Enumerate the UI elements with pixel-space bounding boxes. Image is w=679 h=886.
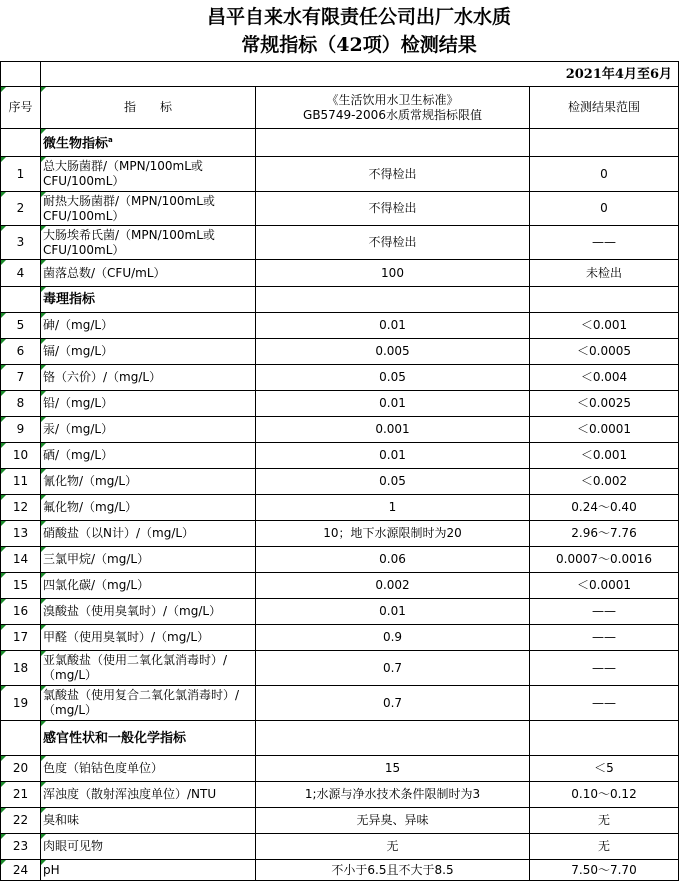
row-limit: 不小于6.5且不大于8.5 xyxy=(256,860,530,881)
table-row xyxy=(1,782,679,808)
row-result: 无 xyxy=(530,808,679,834)
row-index: 6 xyxy=(1,339,41,365)
row-index: 24 xyxy=(1,860,41,881)
row-index: 15 xyxy=(1,573,41,599)
row-result: ＜0.002 xyxy=(530,469,679,495)
row-limit: 不得检出 xyxy=(256,226,530,260)
table-row xyxy=(1,651,679,686)
row-index: 18 xyxy=(1,651,41,686)
row-indicator: 耐热大肠菌群/（MPN/100mL或CFU/100mL） xyxy=(41,192,256,226)
row-index: 20 xyxy=(1,756,41,782)
row-limit: 1;水源与净水技术条件限制时为3 xyxy=(256,782,530,808)
row-indicator: 甲醛（使用臭氧时）/（mg/L） xyxy=(41,625,256,651)
section-limit-empty xyxy=(256,721,530,756)
row-index: 12 xyxy=(1,495,41,521)
row-indicator: 铅/（mg/L） xyxy=(41,391,256,417)
header-index: 序号 xyxy=(1,87,41,129)
row-indicator: 臭和味 xyxy=(41,808,256,834)
table-row xyxy=(1,686,679,721)
row-result: ＜0.001 xyxy=(530,443,679,469)
row-indicator: 菌落总数/（CFU/mL） xyxy=(41,260,256,287)
row-limit: 0.01 xyxy=(256,313,530,339)
section-index-empty xyxy=(1,287,41,313)
row-indicator: 氟化物/（mg/L） xyxy=(41,495,256,521)
row-limit: 100 xyxy=(256,260,530,287)
section-title-text: 感官性状和一般化学指标 xyxy=(43,730,187,746)
section-title xyxy=(41,287,256,313)
row-indicator: 亚氯酸盐（使用二氧化氯消毒时）/（mg/L） xyxy=(41,651,256,686)
header-standard-line2: GB5749-2006水质常规指标限值 xyxy=(303,107,482,122)
row-index: 22 xyxy=(1,808,41,834)
row-index: 19 xyxy=(1,686,41,721)
section-title-text: 毒理指标 xyxy=(43,292,96,307)
row-indicator: 汞/（mg/L） xyxy=(41,417,256,443)
results-table xyxy=(0,61,679,881)
table-row xyxy=(1,443,679,469)
row-indicator: 硒/（mg/L） xyxy=(41,443,256,469)
table-row xyxy=(1,521,679,547)
row-limit: 0.7 xyxy=(256,686,530,721)
section-title-text: 微生物指标 xyxy=(43,136,109,152)
table-row xyxy=(1,599,679,625)
header-row xyxy=(1,87,679,129)
row-index: 3 xyxy=(1,226,41,260)
row-limit: 0.06 xyxy=(256,547,530,573)
row-indicator: 四氯化碳/（mg/L） xyxy=(41,573,256,599)
row-result: ＜0.0001 xyxy=(530,573,679,599)
table-row xyxy=(1,365,679,391)
row-limit: 不得检出 xyxy=(256,157,530,192)
row-index: 13 xyxy=(1,521,41,547)
row-indicator: 氰化物/（mg/L） xyxy=(41,469,256,495)
table-row xyxy=(1,469,679,495)
row-result: ＜0.0005 xyxy=(530,339,679,365)
row-indicator: 总大肠菌群/（MPN/100mL或CFU/100mL） xyxy=(41,157,256,192)
row-limit: 不得检出 xyxy=(256,192,530,226)
row-limit: 0.7 xyxy=(256,651,530,686)
section-result-empty xyxy=(530,721,679,756)
table-row xyxy=(1,808,679,834)
row-indicator: 三氯甲烷/（mg/L） xyxy=(41,547,256,573)
row-indicator: 肉眼可见物 xyxy=(41,834,256,860)
table-row xyxy=(1,260,679,287)
section-limit-empty xyxy=(256,287,530,313)
row-limit: 0.001 xyxy=(256,417,530,443)
row-limit: 0.002 xyxy=(256,573,530,599)
row-result: —— xyxy=(530,599,679,625)
row-result: ＜0.004 xyxy=(530,365,679,391)
section-result-empty xyxy=(530,129,679,157)
header-result: 检测结果范围 xyxy=(530,87,679,129)
row-index: 17 xyxy=(1,625,41,651)
row-result: —— xyxy=(530,686,679,721)
row-index: 11 xyxy=(1,469,41,495)
row-result: ＜5 xyxy=(530,756,679,782)
row-indicator: 浑浊度（散射浑浊度单位）/NTU xyxy=(41,782,256,808)
row-result: —— xyxy=(530,625,679,651)
row-limit: 0.01 xyxy=(256,391,530,417)
row-result: 0.0007～0.0016 xyxy=(530,547,679,573)
row-result: 0.24～0.40 xyxy=(530,495,679,521)
row-indicator: 色度（铂钴色度单位） xyxy=(41,756,256,782)
row-result: ＜0.0001 xyxy=(530,417,679,443)
row-index: 8 xyxy=(1,391,41,417)
row-result: ＜0.0025 xyxy=(530,391,679,417)
table-row xyxy=(1,417,679,443)
row-result: 0.10～0.12 xyxy=(530,782,679,808)
row-limit: 0.05 xyxy=(256,469,530,495)
row-index: 9 xyxy=(1,417,41,443)
row-result: 未检出 xyxy=(530,260,679,287)
row-limit: 0.01 xyxy=(256,599,530,625)
row-index: 4 xyxy=(1,260,41,287)
row-index: 2 xyxy=(1,192,41,226)
row-result: —— xyxy=(530,651,679,686)
row-result: 2.96～7.76 xyxy=(530,521,679,547)
row-index: 7 xyxy=(1,365,41,391)
row-result: 7.50～7.70 xyxy=(530,860,679,881)
header-standard xyxy=(256,87,530,129)
section-index-empty xyxy=(1,721,41,756)
table-row xyxy=(1,547,679,573)
section-row xyxy=(1,129,679,157)
table-row xyxy=(1,391,679,417)
row-limit: 无 xyxy=(256,834,530,860)
row-indicator: 铬（六价）/（mg/L） xyxy=(41,365,256,391)
row-result: —— xyxy=(530,226,679,260)
report-title-line1: 昌平自来水有限责任公司出厂水水质 xyxy=(206,6,511,28)
table-row xyxy=(1,192,679,226)
header-standard-line1: 《生活饮用水卫生标准》 xyxy=(326,92,459,107)
row-indicator: 硝酸盐（以N计）/（mg/L） xyxy=(41,521,256,547)
row-limit: 1 xyxy=(256,495,530,521)
table-row xyxy=(1,495,679,521)
row-index: 23 xyxy=(1,834,41,860)
row-indicator: 溴酸盐（使用臭氧时）/（mg/L） xyxy=(41,599,256,625)
row-indicator: pH xyxy=(41,860,256,881)
report-title-line2: 常规指标（42项）检测结果 xyxy=(241,34,477,56)
row-index: 16 xyxy=(1,599,41,625)
table-row xyxy=(1,339,679,365)
header-indicator: 指 标 xyxy=(41,87,256,129)
section-limit-empty xyxy=(256,129,530,157)
table-row xyxy=(1,756,679,782)
row-limit: 0.005 xyxy=(256,339,530,365)
table-row xyxy=(1,157,679,192)
table-row xyxy=(1,313,679,339)
table-row xyxy=(1,226,679,260)
row-limit: 0.01 xyxy=(256,443,530,469)
row-indicator: 大肠埃希氏菌/（MPN/100mL或CFU/100mL） xyxy=(41,226,256,260)
section-title xyxy=(41,721,256,756)
section-footnote-marker: a xyxy=(108,136,113,145)
row-result: 0 xyxy=(530,157,679,192)
row-result: ＜0.001 xyxy=(530,313,679,339)
section-row xyxy=(1,287,679,313)
row-limit: 无异臭、异味 xyxy=(256,808,530,834)
row-indicator: 氯酸盐（使用复合二氧化氯消毒时）/（mg/L） xyxy=(41,686,256,721)
row-result: 无 xyxy=(530,834,679,860)
row-limit: 0.9 xyxy=(256,625,530,651)
date-range: 2021年4月至6月 xyxy=(41,62,679,87)
row-limit: 10；地下水源限制时为20 xyxy=(256,521,530,547)
row-indicator: 镉/（mg/L） xyxy=(41,339,256,365)
row-index: 5 xyxy=(1,313,41,339)
section-row xyxy=(1,721,679,756)
section-title xyxy=(41,129,256,157)
table-row xyxy=(1,860,679,881)
row-indicator: 砷/（mg/L） xyxy=(41,313,256,339)
table-row xyxy=(1,834,679,860)
section-index-empty xyxy=(1,129,41,157)
row-index: 1 xyxy=(1,157,41,192)
table-row xyxy=(1,625,679,651)
row-result: 0 xyxy=(530,192,679,226)
row-limit: 0.05 xyxy=(256,365,530,391)
table-row xyxy=(1,573,679,599)
date-row xyxy=(1,62,679,87)
row-index: 21 xyxy=(1,782,41,808)
row-limit: 15 xyxy=(256,756,530,782)
row-index: 10 xyxy=(1,443,41,469)
section-result-empty xyxy=(530,287,679,313)
row-index: 14 xyxy=(1,547,41,573)
